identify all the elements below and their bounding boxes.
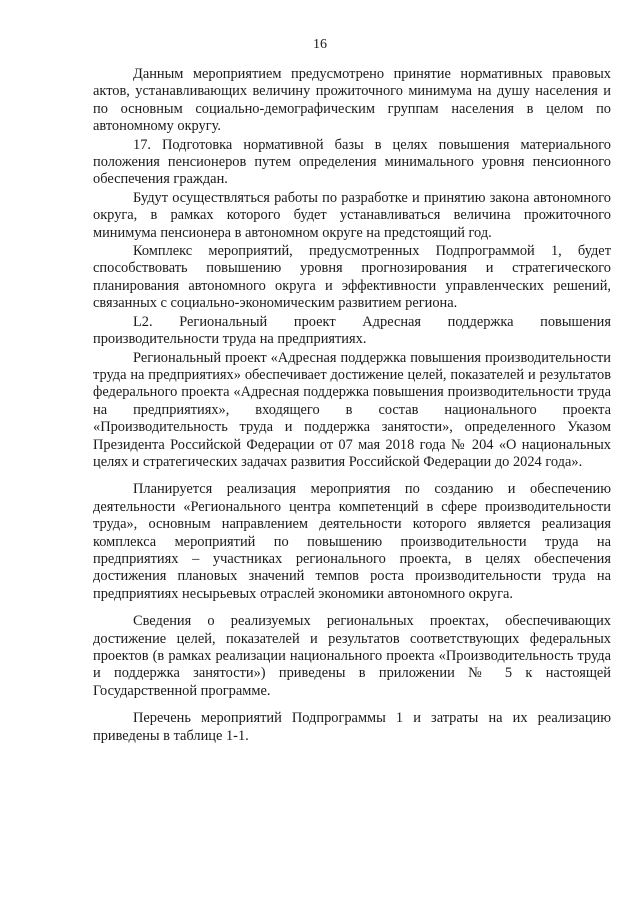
paragraph-table-1-1: Перечень мероприятий Подпрограммы 1 и затраты на их реализацию приведены в таблице 1-1. — [93, 710, 611, 744]
document-body — [93, 66, 611, 745]
paragraph-l2-heading: L2. Региональный проект Адресная поддержка повышения производительности труда на предприятиях. — [93, 313, 611, 348]
paragraph-regional-project: Региональный проект «Адресная поддержка повышения производительности труда на предприятиях» обеспечивает достижение целей, показателей и результатов федерального проекта «Адресная поддержка повышения производительности труда на предприятиях», входящего в состав национального проекта «Производительность труда и поддержка занятости», определенного Указом Президента Российской Федерации от 07 мая 2018 года № 204 «О национальных целях и стратегических задачах развития Российской Федерации до 2024 года». — [93, 349, 611, 470]
paragraph-competence-center: Планируется реализация мероприятия по созданию и обеспечению деятельности «Регионального центра компетенций в сфере производительности труда», основным направлением деятельности которого является реализация комплекса мероприятий по повышению производительности труда на предприятиях – участниках регионального проекта, в целях обеспечения достижения плановых значений темпов роста производительности труда на предприятиях несырьевых отраслей экономики автономного округа. — [93, 481, 611, 602]
paragraph-complex-measures: Комплекс мероприятий, предусмотренных Подпрограммой 1, будет способствовать повышению уровня прогнозирования и стратегического планирования автономного округа и эффективности управленческих решений, связанных с социально-экономическим развитием региона. — [93, 243, 611, 312]
paragraph-item-17: 17. Подготовка нормативной базы в целях повышения материального положения пенсионеров путем определения минимального уровня пенсионного обеспечения граждан. — [93, 136, 611, 188]
page-number: 16 — [313, 37, 327, 52]
paragraph-subsistence-minimum-acts: Данным мероприятием предусмотрено принятие нормативных правовых актов, устанавливающих величину прожиточного минимума на душу населения и по основным социально-демографическим группам населения в целом по автономному округу. — [93, 66, 611, 135]
paragraph-law-development: Будут осуществляться работы по разработке и принятию закона автономного округа, в рамках которого будет устанавливаться величина прожиточного минимума пенсионера в автономном округе на предстоящий год. — [93, 189, 611, 241]
paragraph-appendix-5: Сведения о реализуемых региональных проектах, обеспечивающих достижение целей, показателей и результатов соответствующих федеральных проектов (в рамках реализации национального проекта «Производительность труда и поддержка занятости») приведены в приложении № 5 к настоящей Государственной программе. — [93, 613, 611, 699]
